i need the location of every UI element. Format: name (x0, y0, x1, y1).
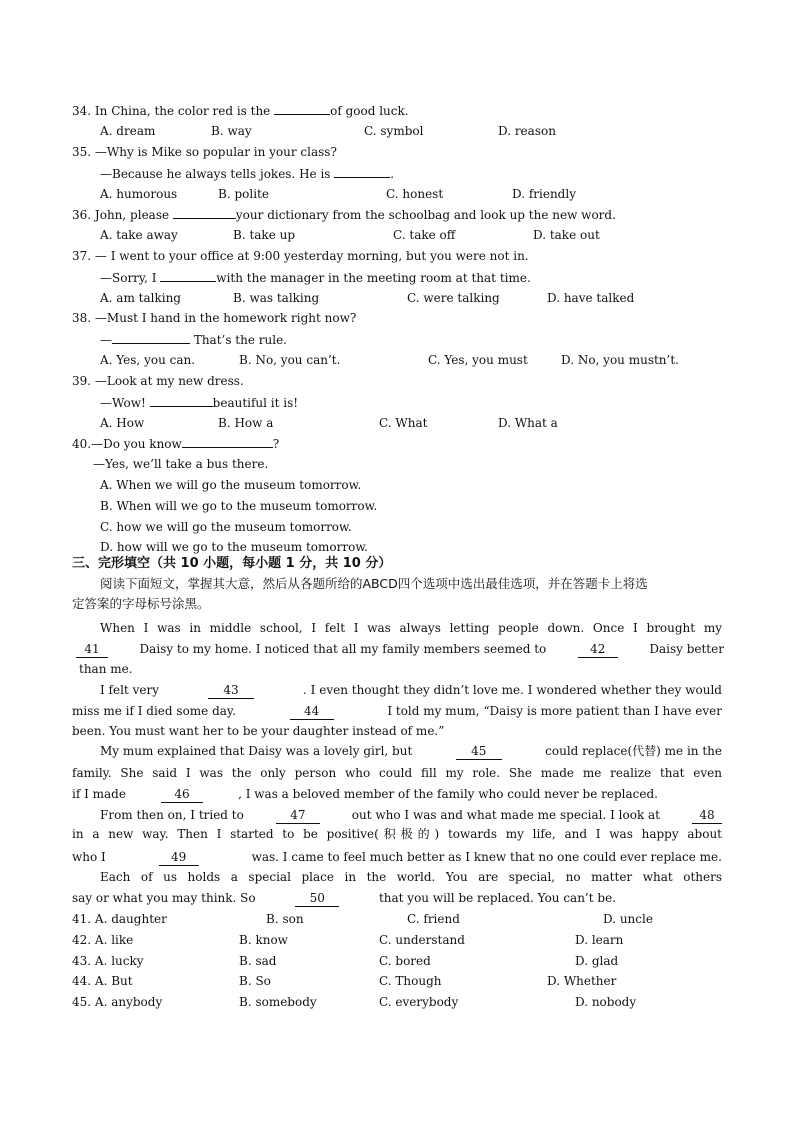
option-c: C. symbol (364, 124, 424, 138)
option-c: C. were talking (407, 291, 500, 305)
option-d: D. take out (533, 228, 600, 242)
option-b: B. way (211, 124, 252, 138)
answer-blank (334, 165, 390, 178)
option-d: D. Whether (547, 974, 617, 988)
passage-line: in a new way. Then I started to be positive(积极的) towards my life, and I was happy about (72, 827, 722, 841)
cloze-question-44: 44. A. But (72, 974, 133, 988)
option-c: C. bored (379, 954, 431, 968)
passage-line: been. You must want her to be your daughter instead of me.” (72, 724, 445, 738)
option-b: B. take up (233, 228, 296, 242)
section-instructions: 阅读下面短文，掌握其大意，然后从各题所给的ABCD四个选项中选出最佳选项，并在答题卡上将选 (100, 576, 648, 591)
question-37-response: —Sorry, I with the manager in the meeting room at that time. (100, 271, 531, 285)
answer-blank (182, 435, 273, 448)
question-38: 38. —Must I hand in the homework right now? (72, 311, 357, 325)
option-d: D. have talked (547, 291, 635, 305)
passage-line: When I was in middle school, I felt I was always letting people down. Once I brought my (100, 621, 722, 635)
passage-line: I felt very 43 . I even thought they didn’t love me. I wondered whether they would (100, 683, 722, 697)
cloze-blank-42: 42 (578, 641, 618, 658)
option-c: C. everybody (379, 995, 459, 1009)
option-d: D. nobody (575, 995, 637, 1009)
cloze-question-43: 43. A. lucky (72, 954, 144, 968)
option-b: B. No, you can’t. (239, 353, 341, 367)
question-40: 40.—Do you know ? (72, 437, 280, 451)
option-d: D. friendly (512, 187, 576, 201)
passage-line: who I 49 was. I came to feel much better as I knew that no one could ever replace me. (72, 850, 722, 864)
option-b: B. When will we go to the museum tomorrow. (100, 499, 378, 513)
option-b: B. sad (239, 954, 277, 968)
passage-line: family. She said I was the only person who could fill my role. She made me realize that even (72, 766, 722, 780)
passage-line: than me. (79, 662, 133, 676)
option-c: C. Though (379, 974, 442, 988)
option-a: A. Yes, you can. (100, 353, 196, 367)
option-b: B. know (239, 933, 288, 947)
option-a: A. dream (100, 124, 156, 138)
option-b: B. was talking (233, 291, 320, 305)
option-a: A. am talking (100, 291, 181, 305)
cloze-blank-41: 41 (76, 641, 108, 658)
option-d: D. What a (498, 416, 558, 430)
cloze-blank-45: 45 (456, 743, 502, 760)
question-37: 37. — I went to your office at 9:00 yesterday morning, but you were not in. (72, 249, 529, 263)
question-39-response: —Wow! beautiful it is! (100, 396, 299, 410)
option-c: C. Yes, you must (428, 353, 528, 367)
passage-line: miss me if I died some day. 44 I told my mum, “Daisy is more patient than I have ever (72, 704, 722, 718)
answer-blank (160, 269, 216, 282)
passage-line: My mum explained that Daisy was a lovely girl, but 45 could replace(代替) me in the (100, 744, 722, 758)
option-b: B. son (266, 912, 304, 926)
cloze-blank-50: 50 (295, 890, 339, 907)
cloze-question-45: 45. A. anybody (72, 995, 163, 1009)
question-36: 36. John, please your dictionary from the schoolbag and look up the new word. (72, 208, 616, 222)
passage-line: say or what you may think. So 50 that you will be replaced. You can’t be. (72, 891, 616, 905)
question-35-response: —Because he always tells jokes. He is . (100, 167, 395, 181)
passage-line: Each of us holds a special place in the world. You are special, no matter what others (100, 870, 722, 884)
answer-blank (150, 394, 213, 407)
option-c: C. how we will go the museum tomorrow. (100, 520, 352, 534)
option-b: B. So (239, 974, 271, 988)
answer-blank (173, 206, 236, 219)
answer-blank (274, 102, 330, 115)
option-d: D. No, you mustn’t. (561, 353, 679, 367)
option-c: C. understand (379, 933, 465, 947)
section-heading: 三、完形填空（共 10 小题，每小题 1 分，共 10 分） (72, 556, 392, 571)
option-a: A. How (100, 416, 145, 430)
option-c: C. What (379, 416, 428, 430)
option-d: D. uncle (603, 912, 653, 926)
option-c: C. friend (407, 912, 460, 926)
option-d: D. glad (575, 954, 619, 968)
cloze-question-41: 41. A. daughter (72, 912, 167, 926)
section-instructions-cont: 定答案的字母标号涂黑。 (72, 596, 210, 611)
cloze-blank-48: 48 (692, 807, 722, 824)
cloze-blank-49: 49 (159, 849, 199, 866)
cloze-blank-46: 46 (161, 786, 203, 803)
question-40-response: —Yes, we’ll take a bus there. (93, 457, 269, 471)
question-35: 35. —Why is Mike so popular in your class? (72, 145, 337, 159)
cloze-blank-44: 44 (290, 703, 334, 720)
option-d: D. learn (575, 933, 624, 947)
option-a: A. take away (100, 228, 178, 242)
answer-blank (112, 331, 190, 344)
question-34: 34. In China, the color red is the of good luck. (72, 104, 409, 118)
passage-line: 41 Daisy to my home. I noticed that all my family members seemed to 42 Daisy better (76, 641, 724, 658)
option-c: C. honest (386, 187, 444, 201)
option-b: B. somebody (239, 995, 317, 1009)
option-b: B. How a (218, 416, 274, 430)
option-d: D. reason (498, 124, 556, 138)
option-a: A. humorous (100, 187, 178, 201)
option-d: D. how will we go to the museum tomorrow. (100, 540, 368, 554)
option-b: B. polite (218, 187, 269, 201)
cloze-question-42: 42. A. like (72, 933, 134, 947)
question-39: 39. —Look at my new dress. (72, 374, 244, 388)
question-38-response: — That’s the rule. (100, 333, 287, 347)
option-c: C. take off (393, 228, 456, 242)
cloze-blank-43: 43 (208, 682, 254, 699)
passage-line: if I made 46 , I was a beloved member of the family who could never be replaced. (72, 787, 658, 801)
option-a: A. When we will go the museum tomorrow. (100, 478, 362, 492)
cloze-blank-47: 47 (276, 807, 320, 824)
passage-line: From then on, I tried to 47 out who I was and what made me special. I look at 48 (100, 807, 722, 824)
